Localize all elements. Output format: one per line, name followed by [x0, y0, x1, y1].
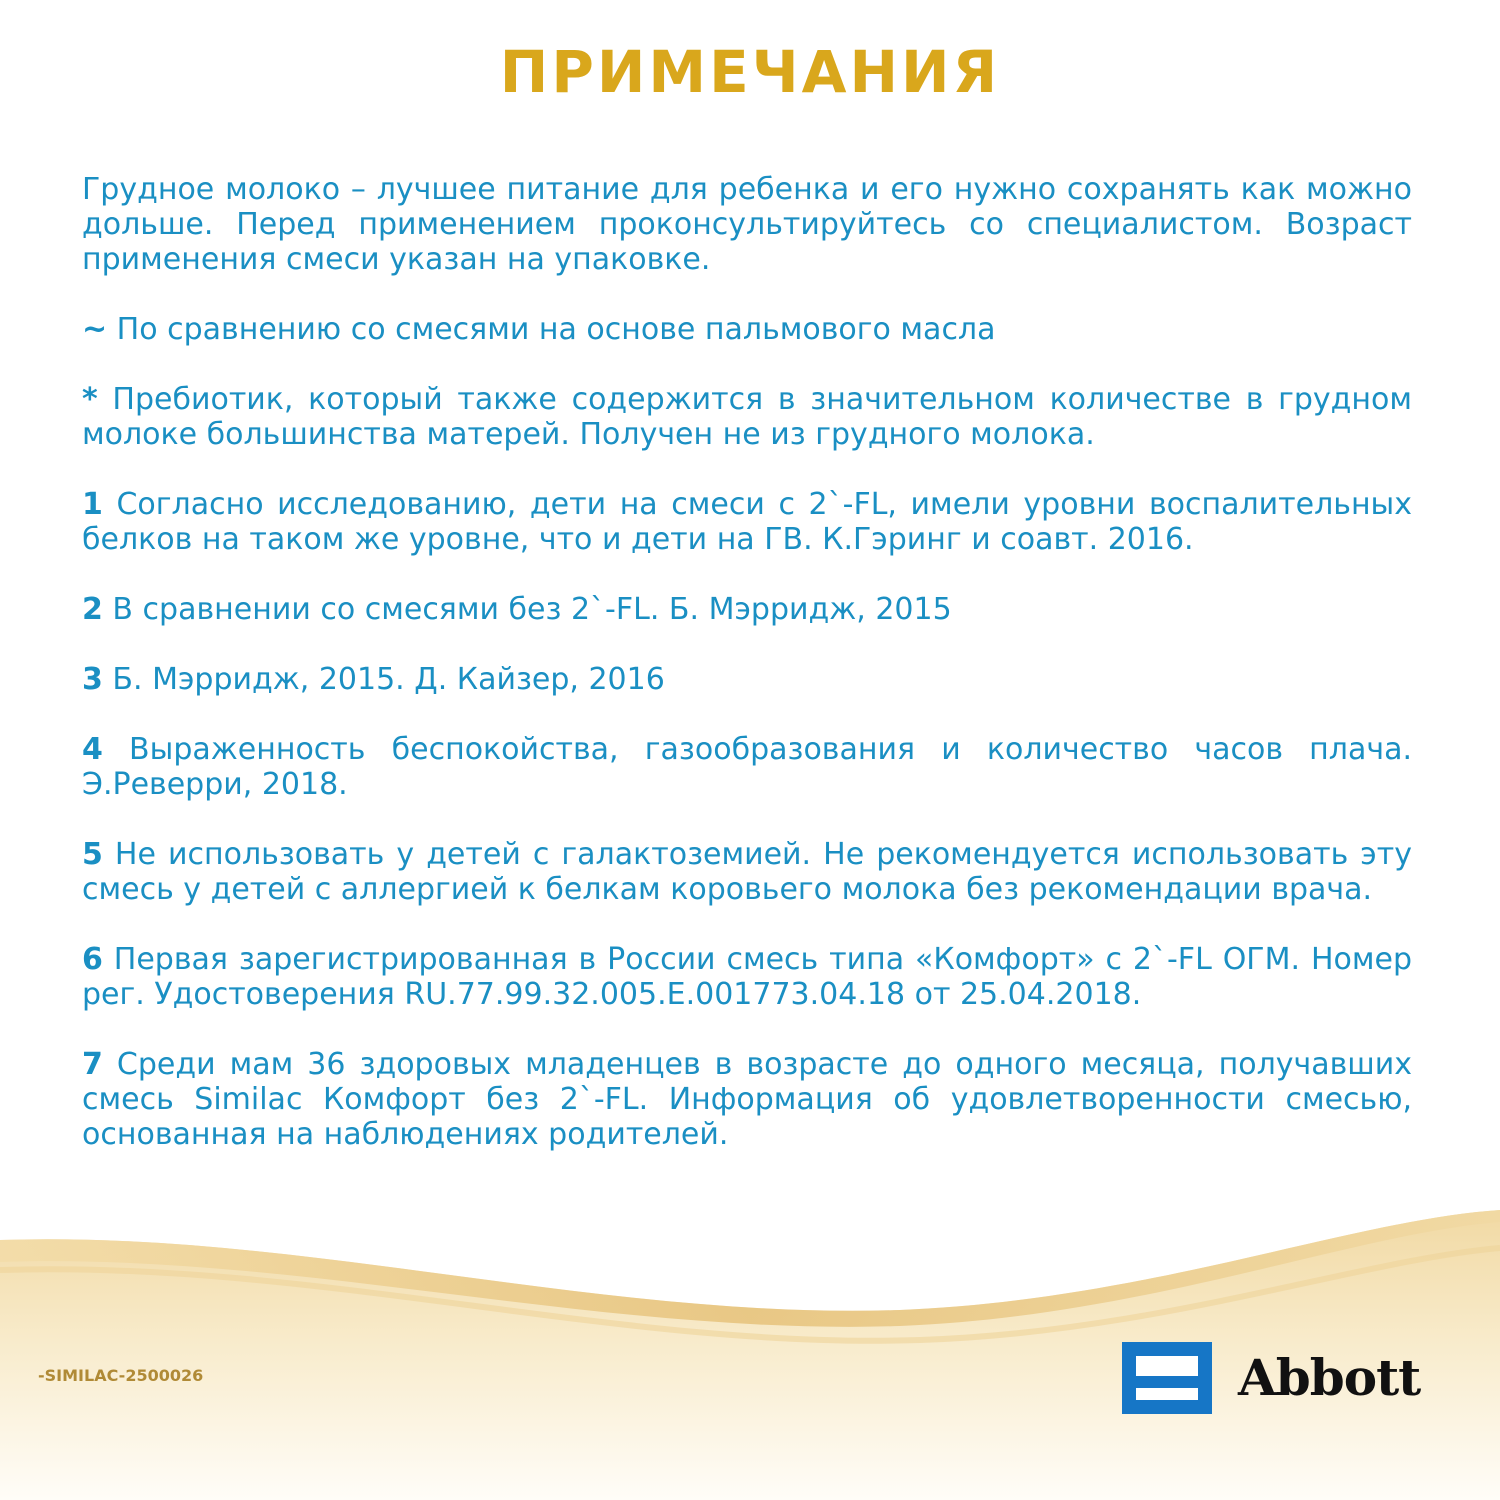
note-tilde [82, 312, 1412, 347]
note-7 [82, 1047, 1412, 1152]
note-text: По сравнению со смесями на основе пальмового масла [107, 312, 996, 347]
note-6 [82, 942, 1412, 1012]
note-marker: 2 [82, 592, 103, 627]
note-marker: 3 [82, 662, 103, 697]
page-title: ПРИМЕЧАНИЯ [499, 38, 1001, 106]
note-text: Пребиотик, который также содержится в значительном количестве в грудном молоке большинства матерей. Получен не из грудного молока. [82, 382, 1412, 452]
notes-list [82, 172, 1412, 1152]
note-marker: 6 [82, 942, 103, 977]
note-text: В сравнении со смесями без 2`-FL. Б. Мэрридж, 2015 [102, 592, 952, 627]
note-asterisk [82, 382, 1412, 452]
note-text: Грудное молоко – лучшее питание для ребенка и его нужно сохранять как можно дольше. Перед применением проконсультируйтесь со специалистом. Возраст применения смеси указан на упаковке. [82, 172, 1412, 277]
note-text: Выраженность беспокойства, газообразования и количество часов плача. Э.Реверри, 2018. [82, 732, 1412, 802]
note-intro [82, 172, 1412, 277]
note-text: Согласно исследованию, дети на смеси с 2`-FL, имели уровни воспалительных белков на таком же уровне, что и дети на ГВ. К.Гэринг и соавт. 2016. [82, 487, 1412, 557]
note-text: Не использовать у детей с галактоземией. Не рекомендуется использовать эту смесь у детей с аллергией к белкам коровьего молока без рекомендации врача. [82, 837, 1412, 907]
product-code: -SIMILAC-2500026 [38, 1366, 204, 1385]
note-text: Первая зарегистрированная в России смесь типа «Комфорт» с 2`-FL ОГМ. Номер рег. Удостоверения RU.77.99.32.005.E.001773.04.18 от 25.04.2018. [82, 942, 1412, 1012]
abbott-logo [1116, 1336, 1446, 1420]
note-marker: 5 [82, 837, 103, 872]
note-text: Среди мам 36 здоровых младенцев в возрасте до одного месяца, получавших смесь Similac Комфорт без 2`-FL. Информация об удовлетворенности смесью, основанная на наблюдениях родителей. [82, 1047, 1412, 1152]
note-text: Б. Мэрридж, 2015. Д. Кайзер, 2016 [102, 662, 665, 697]
note-5 [82, 837, 1412, 907]
abbott-logo-text: Abbott [1238, 1348, 1421, 1407]
note-1 [82, 487, 1412, 557]
note-3 [82, 662, 1412, 697]
abbott-logo-icon [1116, 1336, 1218, 1420]
note-marker: 4 [82, 732, 103, 767]
note-marker: 1 [82, 487, 103, 522]
note-marker: * [82, 382, 98, 417]
note-2 [82, 592, 1412, 627]
note-4 [82, 732, 1412, 802]
note-marker: 7 [82, 1047, 103, 1082]
note-marker: ~ [82, 312, 108, 347]
